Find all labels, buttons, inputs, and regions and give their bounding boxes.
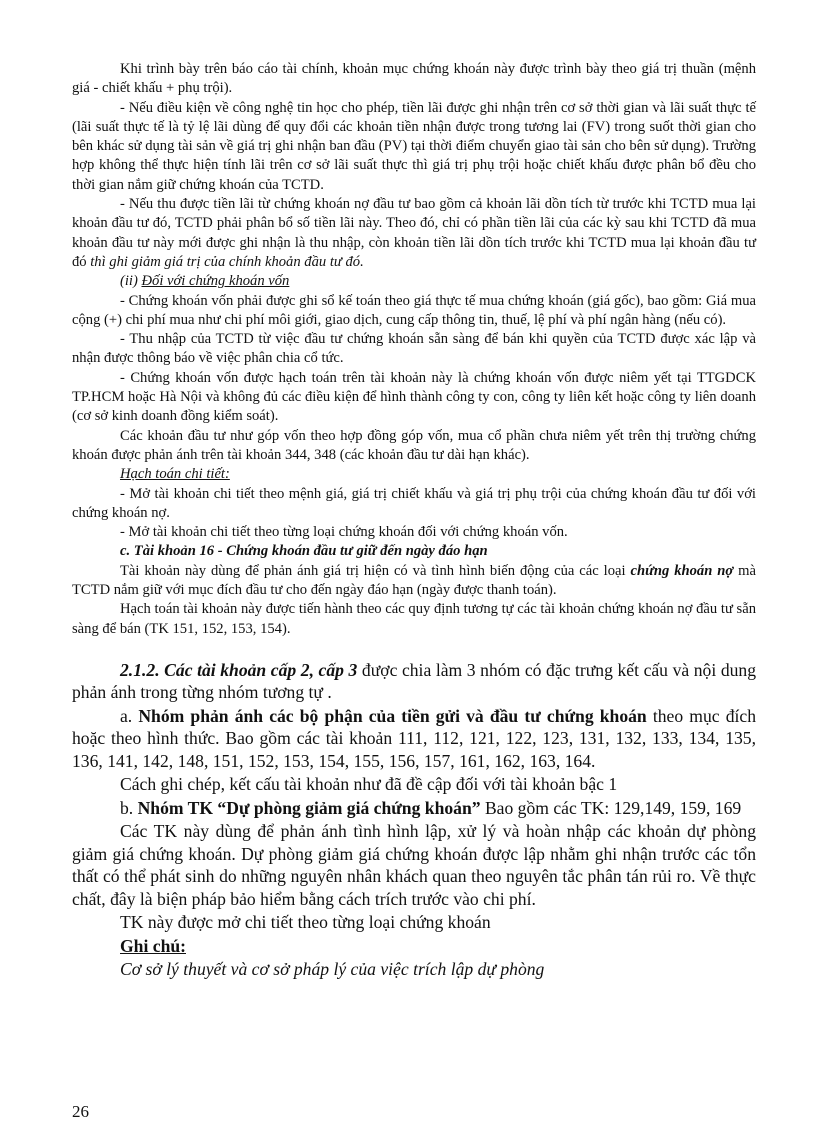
paragraph: - Chứng khoán vốn phải được ghi sổ kế toán theo giá thực tế mua chứng khoán (giá gốc), bao gồm: Giá mua cộng (+) chi phí mua như chi phí môi giới, giao dịch, cung cấp thông tin, thuế, lệ phí và phí ngân hàng (nếu có). bbox=[72, 292, 756, 328]
heading-text: Đối với chứng khoán vốn bbox=[141, 273, 290, 290]
text-run: được chia làm 3 nhóm có đặc trưng kết cấu và nội dung phản ánh trong từng nhóm tương tự . bbox=[72, 659, 757, 703]
paragraph: Các khoản đầu tư như góp vốn theo hợp đồng góp vốn, mua cổ phần chưa niêm yết trên thị trường chứng khoán được phản ánh trên tài khoản 344, 348 (các khoản đầu tư dài hạn khác). bbox=[72, 427, 756, 463]
text-run: b. bbox=[120, 797, 138, 818]
paragraph: - Mở tài khoản chi tiết theo từng loại chứng khoán đối với chứng khoán vốn. bbox=[120, 524, 568, 541]
small-text-section bbox=[72, 60, 756, 639]
text-run: Bao gồm các TK: 129,149, 159, 169 bbox=[480, 797, 742, 818]
text-run: mà TCTD nắm giữ với mục đích đầu tư cho đến ngày đáo hạn (ngày được thanh toán). bbox=[72, 562, 757, 599]
note-heading: Ghi chú: bbox=[120, 935, 186, 956]
bold-italic-text: chứng khoán nợ bbox=[630, 562, 734, 579]
paragraph bbox=[72, 562, 756, 601]
text-run: Tài khoản này dùng để phản ánh giá trị hiện có và tình hình biến động của các loại bbox=[120, 562, 631, 579]
paragraph: - Nếu điều kiện về công nghệ tin học cho phép, tiền lãi được ghi nhận trên cơ sở thời gian và lãi suất thực tế (lãi suất thực tế là tỷ lệ lãi dùng để quy đổi các khoản tiền nhận được trong tương lai (FV) trong suốt thời gian cho bên khác sử dụng tài sản về giá trị ghi nhận ban đầu (PV) tại thời điểm chuyển giao tài sản cho bên sử dụng). Trường hợp không thể thực hiện tính lãi trên cơ sở lãi suất thực thì giá trị phụ trội hoặc chiết khấu được phân bổ đều cho thời gian nắm giữ chứng khoán của TCTD. bbox=[72, 99, 756, 193]
paragraph: Khi trình bày trên báo cáo tài chính, khoản mục chứng khoán này được trình bày theo giá trị thuần (mệnh giá - chiết khấu + phụ trội). bbox=[72, 61, 756, 97]
large-text-section bbox=[72, 659, 756, 981]
italic-text: thì ghi giảm giá trị của chính khoản đầu tư đó. bbox=[90, 253, 364, 270]
paragraph: Các TK này dùng để phản ánh tình hình lập, xử lý và hoàn nhập các khoản dự phòng giảm giá chứng khoán. Dự phòng giảm giá chứng khoán được lập nhằm ghi nhận trước các tổn thất có thể phát sinh do những nguyên nhân khách quan theo nguyên tắc phân tán rủi ro. Về thực chất, đây là biện pháp bảo hiểm bằng cách trích trước vào chi phí. bbox=[72, 821, 756, 909]
paragraph bbox=[72, 797, 756, 820]
bold-text: Nhóm TK “Dự phòng giảm giá chứng khoán” bbox=[137, 797, 481, 818]
paragraph bbox=[72, 659, 756, 704]
paragraph bbox=[72, 195, 756, 272]
text-run: theo mục đích hoặc theo hình thức. Bao gồm các tài khoản 111, 112, 121, 122, 123, 131, 132, 133, 134, 135, 136, 141, 142, 148, 151, 152, 153, 154, 155, 156, 157, 161, 162, 163, 164. bbox=[72, 705, 756, 771]
section-heading-ii bbox=[72, 272, 756, 291]
bold-text: Nhóm phản ánh các bộ phận của tiền gửi và đầu tư chứng khoán bbox=[138, 705, 647, 726]
paragraph: - Chứng khoán vốn được hạch toán trên tài khoản này là chứng khoán vốn được niêm yết tại TTGDCK TP.HCM hoặc Hà Nội và không đủ các điều kiện để hình thành công ty con, công ty liên kết hoặc công ty liên doanh (cơ sở kinh doanh đồng kiểm soát). bbox=[72, 369, 756, 425]
paragraph: Cách ghi chép, kết cấu tài khoản như đã đề cập đối với tài khoản bậc 1 bbox=[120, 774, 618, 795]
document-page bbox=[72, 60, 756, 982]
text-run: a. bbox=[120, 705, 139, 726]
section-heading: 2.1.2. Các tài khoản cấp 2, cấp 3 bbox=[120, 659, 358, 680]
paragraph: - Mở tài khoản chi tiết theo mệnh giá, giá trị chiết khấu và giá trị phụ trội của chứng khoán đầu tư đối với chứng khoán nợ. bbox=[72, 485, 756, 521]
account-heading: c. Tài khoản 16 - Chứng khoán đầu tư giữ đến ngày đáo hạn bbox=[120, 543, 488, 560]
page-number: 26 bbox=[72, 1102, 89, 1121]
detail-heading: Hạch toán chi tiết: bbox=[120, 466, 230, 483]
text-run: - Nếu thu được tiền lãi từ chứng khoán nợ đầu tư bao gồm cả khoản lãi dồn tích từ trước khi TCTD mua lại khoản đầu tư đó, TCTD phải phân bổ số tiền lãi này. Theo đó, chỉ có phần tiền lãi của các kỳ sau khi TCTD đã mua khoản đầu tư này mới được ghi nhận là thu nhập, còn khoản tiền lãi dồn tích trước khi TCTD mua lại khoản đầu tư đó bbox=[72, 196, 756, 270]
note-text: Cơ sở lý thuyết và cơ sở pháp lý của việc trích lập dự phòng bbox=[120, 959, 545, 980]
heading-number: (ii) bbox=[120, 273, 142, 290]
paragraph: Hạch toán tài khoản này được tiến hành theo các quy định tương tự các tài khoản chứng khoán nợ đầu tư sẵn sàng để bán (TK 151, 152, 153, 154). bbox=[72, 601, 756, 637]
paragraph bbox=[72, 705, 756, 773]
paragraph: - Thu nhập của TCTD từ việc đầu tư chứng khoán sẵn sàng để bán khi quyền của TCTD được xác lập và nhận được thông báo về việc phân chia cổ tức. bbox=[72, 331, 756, 367]
paragraph: TK này được mở chi tiết theo từng loại chứng khoán bbox=[120, 912, 491, 933]
